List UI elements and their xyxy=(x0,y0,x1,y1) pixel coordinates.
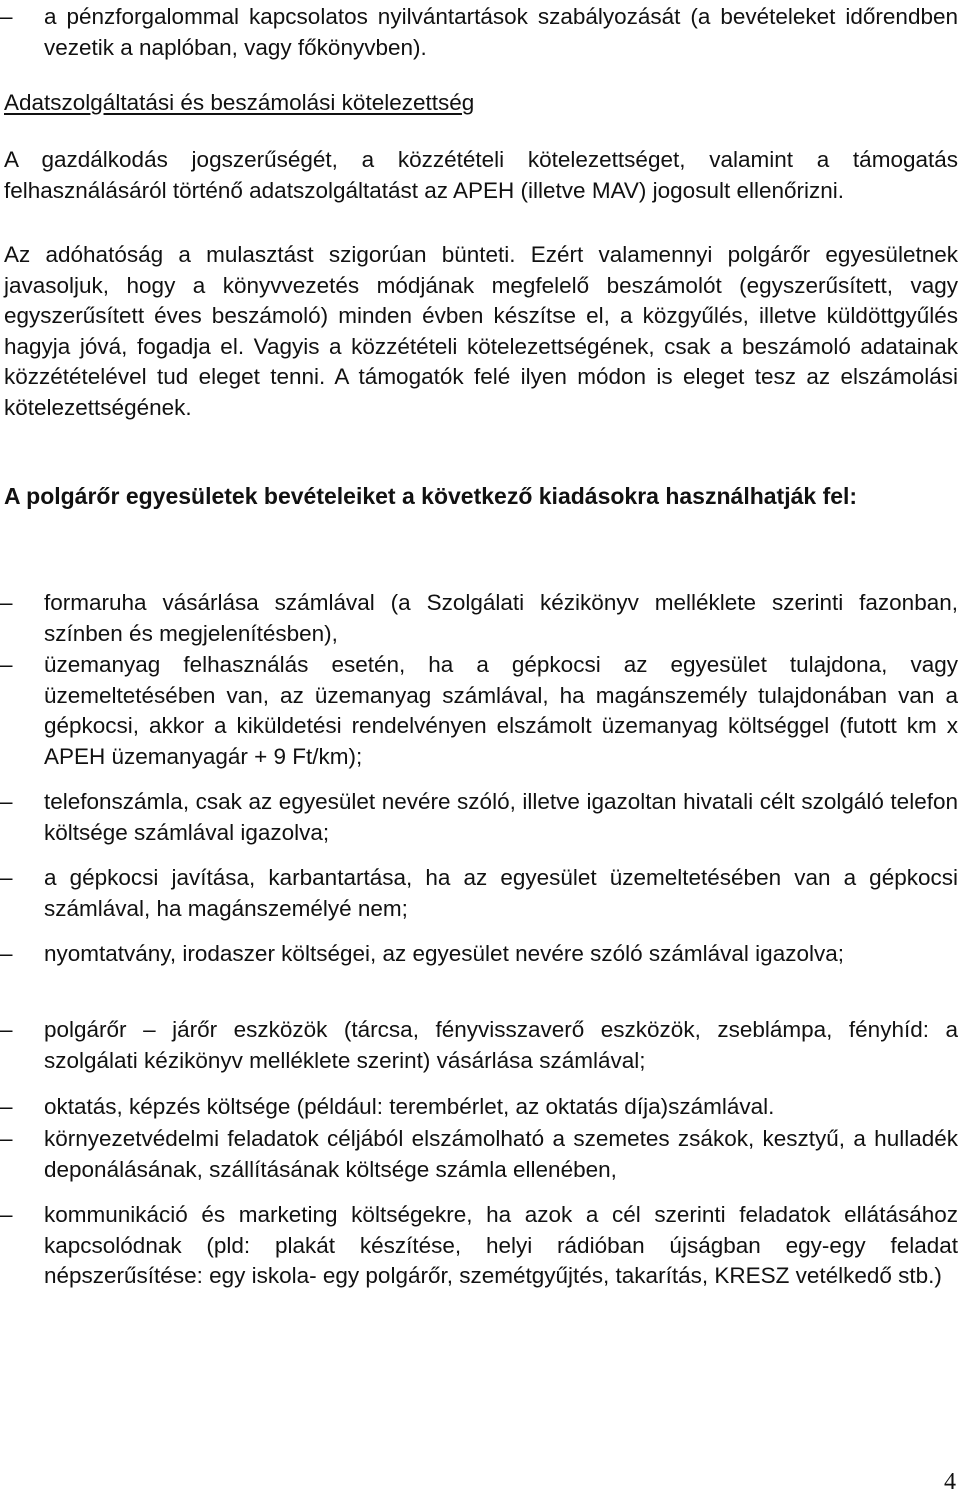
list-item xyxy=(0,588,958,649)
bullet-dash: – xyxy=(0,1017,13,1042)
list-item-text: oktatás, képzés költsége (például: terembérlet, az oktatás díja)számlával. xyxy=(44,1094,775,1119)
list-item-text: kommunikáció és marketing költségekre, ha azok a cél szerinti feladatok ellátásához kapcsolódnak (pld: plakát készítése, helyi rádióban újságban egy-egy feladat népszerűsítése: egy iskola- egy polgárőr, szemétgyűjtés, takarítás, KRESZ vetélkedő stb.) xyxy=(44,1202,958,1288)
list-item-text: polgárőr – járőr eszközök (tárcsa, fényvisszaverő eszközök, zseblámpa, fényhíd: a szolgálati kézikönyv melléklete szerint) vásárlása számlával; xyxy=(44,1017,958,1073)
bullet-dash: – xyxy=(0,590,13,615)
bullet-dash: – xyxy=(0,1126,13,1151)
bullet-dash: – xyxy=(0,1202,13,1227)
list-item xyxy=(0,1015,958,1076)
list-item-text: nyomtatvány, irodaszer költségei, az egyesület nevére szóló számlával igazolva; xyxy=(44,941,844,966)
bullet-dash: – xyxy=(0,4,13,29)
list-item xyxy=(0,1124,958,1185)
section-heading: Adatszolgáltatási és beszámolási kötelezettség xyxy=(4,90,475,115)
list-item-text: telefonszámla, csak az egyesület nevére szóló, illetve igazoltan hivatali célt szolgáló telefon költsége számlával igazolva; xyxy=(44,789,958,845)
list-item xyxy=(0,939,958,970)
bold-heading: A polgárőr egyesületek bevételeiket a következő kiadásokra használhatják fel: xyxy=(4,483,858,509)
bullet-dash: – xyxy=(0,789,13,814)
list-item-text: a pénzforgalommal kapcsolatos nyilvántartások szabályozását (a bevételeket időrendben vezetik a naplóban, vagy főkönyvben). xyxy=(44,4,958,60)
list-item-text: formaruha vásárlása számlával (a Szolgálati kézikönyv melléklete szerinti fazonban, színben és megjelenítésben), xyxy=(44,590,958,646)
bullet-dash: – xyxy=(0,1094,13,1119)
paragraph: Az adóhatóság a mulasztást szigorúan bünteti. Ezért valamennyi polgárőr egyesületnek javasoljuk, hogy a könyvvezetés módjának megfelelő beszámolót (egyszerűsített, vagy egyszerűsített éves beszámoló) minden évben készítse el, a közgyűlés, illetve küldöttgyűlés hagyja jóvá, fogadja el. Vagyis a közzétételi kötelezettségének, csak a beszámoló adatainak közzétételével tud eleget tenni. A támogatók felé ilyen módon is eleget tesz az elszámolási kötelezettségének. xyxy=(4,242,958,420)
paragraph: A gazdálkodás jogszerűségét, a közzétételi kötelezettséget, valamint a támogatás felhasználásáról történő adatszolgáltatást az APEH (illetve MAV) jogosult ellenőrizni. xyxy=(4,147,958,203)
list-item xyxy=(0,863,958,924)
list-item-text: üzemanyag felhasználás esetén, ha a gépkocsi az egyesület tulajdona, vagy üzemeltetésében van, az üzemanyag számlával, ha magánszemély tulajdonában van a gépkocsi, akkor a kiküldetési rendelvényen elszámolt üzemanyag költséggel (futott km x APEH üzemanyagár + 9 Ft/km); xyxy=(44,652,958,769)
list-item xyxy=(0,2,958,63)
list-item-text: a gépkocsi javítása, karbantartása, ha az egyesület üzemeltetésében van a gépkocsi számlával, ha magánszemélyé nem; xyxy=(44,865,958,921)
bullet-dash: – xyxy=(0,941,13,966)
list-item xyxy=(0,650,958,772)
page-number: 4 xyxy=(944,1469,956,1495)
list-item xyxy=(0,787,958,848)
bullet-dash: – xyxy=(0,652,13,677)
list-item-text: környezetvédelmi feladatok céljából elszámolható a szemetes zsákok, kesztyű, a hulladék deponálásának, szállításának költsége számla ellenében, xyxy=(44,1126,958,1182)
list-item xyxy=(0,1092,958,1123)
bullet-dash: – xyxy=(0,865,13,890)
list-item xyxy=(0,1200,958,1292)
